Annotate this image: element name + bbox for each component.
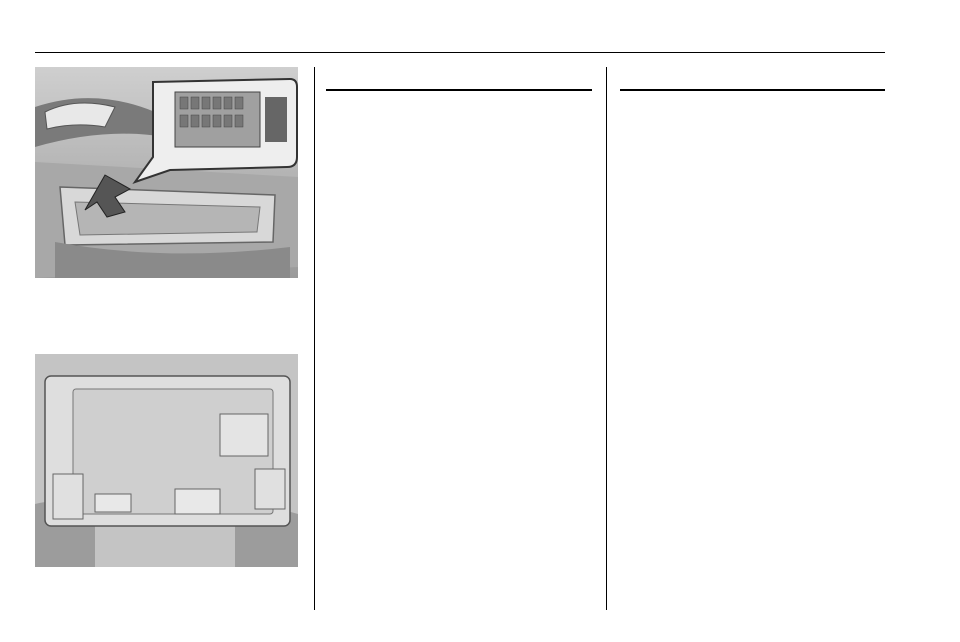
fuse-table-left <box>326 68 592 91</box>
fuse-table-right <box>620 68 885 91</box>
column-divider <box>314 67 315 610</box>
page-header <box>35 24 885 53</box>
table-header <box>620 68 885 91</box>
glovebox-photo <box>35 67 298 278</box>
fusebox-photo <box>35 354 298 567</box>
table-header <box>326 68 592 91</box>
column-divider <box>606 67 607 610</box>
